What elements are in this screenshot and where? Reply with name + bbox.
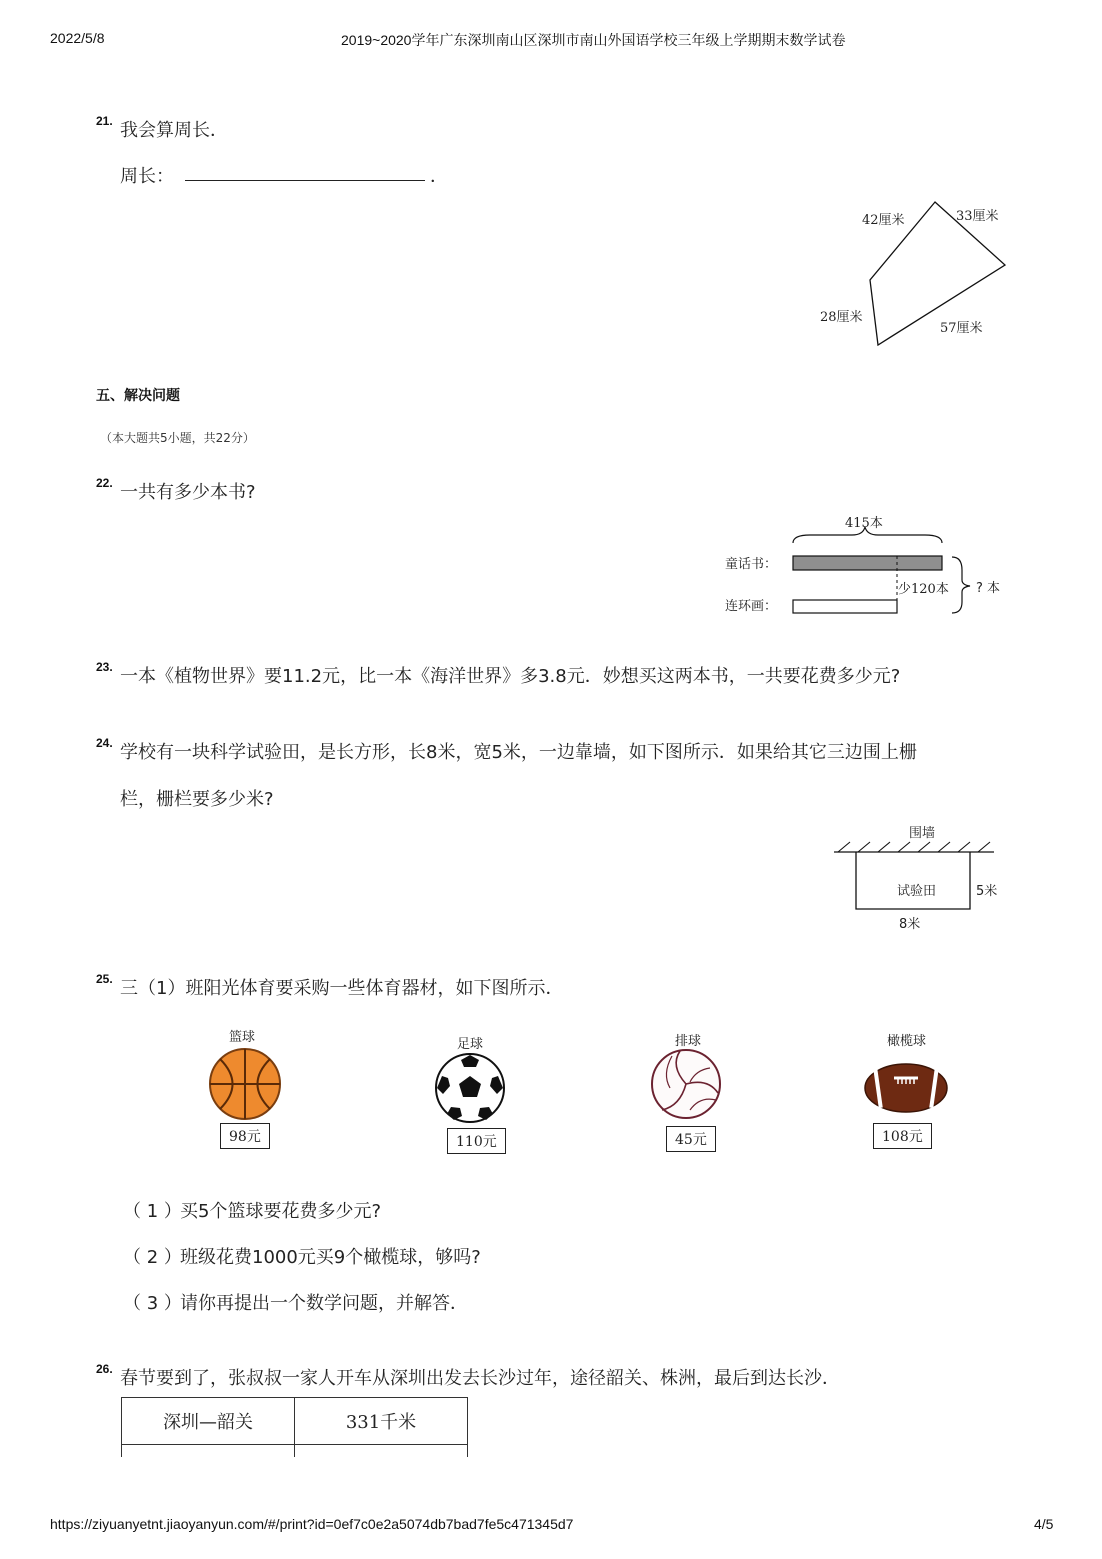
table-row — [122, 1445, 468, 1458]
football-price: 110元 — [447, 1128, 506, 1154]
basketball-label: 篮球 — [229, 1030, 256, 1045]
football-label: 足球 — [457, 1037, 484, 1052]
subquestion-2-text: 班级花费1000元买9个橄榄球，够吗? — [180, 1247, 481, 1268]
fairy-tale-label: 童话书： — [725, 557, 778, 572]
print-date: 2022/5/8 — [50, 30, 105, 46]
distance-cell: 331千米 — [295, 1398, 468, 1445]
rugby-label: 橄榄球 — [887, 1034, 927, 1049]
question-number-22: 22. — [96, 476, 113, 490]
question-number-24: 24. — [96, 736, 113, 750]
question-26-text: 春节要到了，张叔叔一家人开车从深圳出发去长沙过年，途径韶关、株洲，最后到达长沙． — [120, 1368, 840, 1389]
field-length-label: 8米 — [899, 917, 921, 932]
wall-label: 围墙 — [909, 826, 936, 841]
subquestion-3-text: 请你再提出一个数学问题，并解答． — [180, 1293, 468, 1314]
comic-label: 连环画： — [725, 599, 778, 614]
question-number-26: 26. — [96, 1362, 113, 1376]
question-24-line2: 栏，栅栏要多少米? — [120, 789, 274, 810]
question-23-text: 一本《植物世界》要11.2元，比一本《海洋世界》多3.8元．妙想买这两本书，一共要花费多少元? — [120, 666, 901, 687]
perimeter-answer-blank[interactable] — [185, 180, 425, 181]
question-number-23: 23. — [96, 660, 113, 674]
football-icon — [434, 1052, 506, 1124]
book-bar-diagram — [780, 525, 980, 625]
volleyball-icon — [650, 1048, 722, 1120]
question-21-text: 我会算周长． — [120, 120, 228, 141]
volleyball-price: 45元 — [666, 1126, 716, 1152]
subquestion-3-number: （ 3 ） — [123, 1293, 182, 1314]
question-22-text: 一共有多少本书? — [120, 482, 256, 503]
distance-cell-empty — [295, 1445, 468, 1458]
side-label-top-left: 42厘米 — [862, 213, 905, 228]
page-number: 4/5 — [1034, 1516, 1054, 1532]
side-label-bottom: 57厘米 — [940, 321, 983, 336]
rugby-price: 108元 — [873, 1123, 932, 1149]
section-note: （本大题共5小题，共22分） — [100, 431, 255, 445]
rugby-ball-icon — [864, 1062, 948, 1114]
section-title: 五、解决问题 — [96, 388, 180, 404]
perimeter-suffix: ． — [430, 166, 448, 187]
field-label: 试验田 — [897, 884, 937, 899]
route-cell-empty — [122, 1445, 295, 1458]
table-row — [122, 1398, 468, 1445]
question-number-21: 21. — [96, 114, 113, 128]
total-books-label: 415本 — [845, 516, 883, 531]
side-label-left: 28厘米 — [820, 310, 863, 325]
subquestion-1-number: （ 1 ） — [123, 1201, 182, 1222]
field-diagram — [830, 840, 1000, 915]
perimeter-label: 周长： — [120, 166, 174, 187]
document-title: 2019~2020学年广东深圳南山区深圳市南山外国语学校三年级上学期期末数学试卷 — [341, 32, 846, 48]
question-number-25: 25. — [96, 972, 113, 986]
basketball-icon — [208, 1047, 282, 1121]
basketball-price: 98元 — [220, 1123, 270, 1149]
subquestion-1-text: 买5个篮球要花费多少元? — [180, 1201, 382, 1222]
difference-label: 少120本 — [898, 582, 949, 597]
side-label-top-right: 33厘米 — [956, 209, 999, 224]
route-cell: 深圳—韶关 — [122, 1398, 295, 1445]
volleyball-label: 排球 — [675, 1034, 702, 1049]
route-table — [121, 1397, 468, 1457]
field-width-label: 5米 — [976, 884, 998, 899]
total-question-label: ? 本 — [976, 581, 1001, 596]
question-25-text: 三（1）班阳光体育要采购一些体育器材，如下图所示． — [120, 978, 564, 999]
subquestion-2-number: （ 2 ） — [123, 1247, 182, 1268]
footer-url: https://ziyuanyetnt.jiaoyanyun.com/#/print?id=0ef7c0e2a5074db7bad7fe5c471345d7 — [50, 1516, 574, 1532]
question-24-line1: 学校有一块科学试验田，是长方形，长8米，宽5米，一边靠墙，如下图所示．如果给其它三边围上栅 — [120, 742, 917, 763]
